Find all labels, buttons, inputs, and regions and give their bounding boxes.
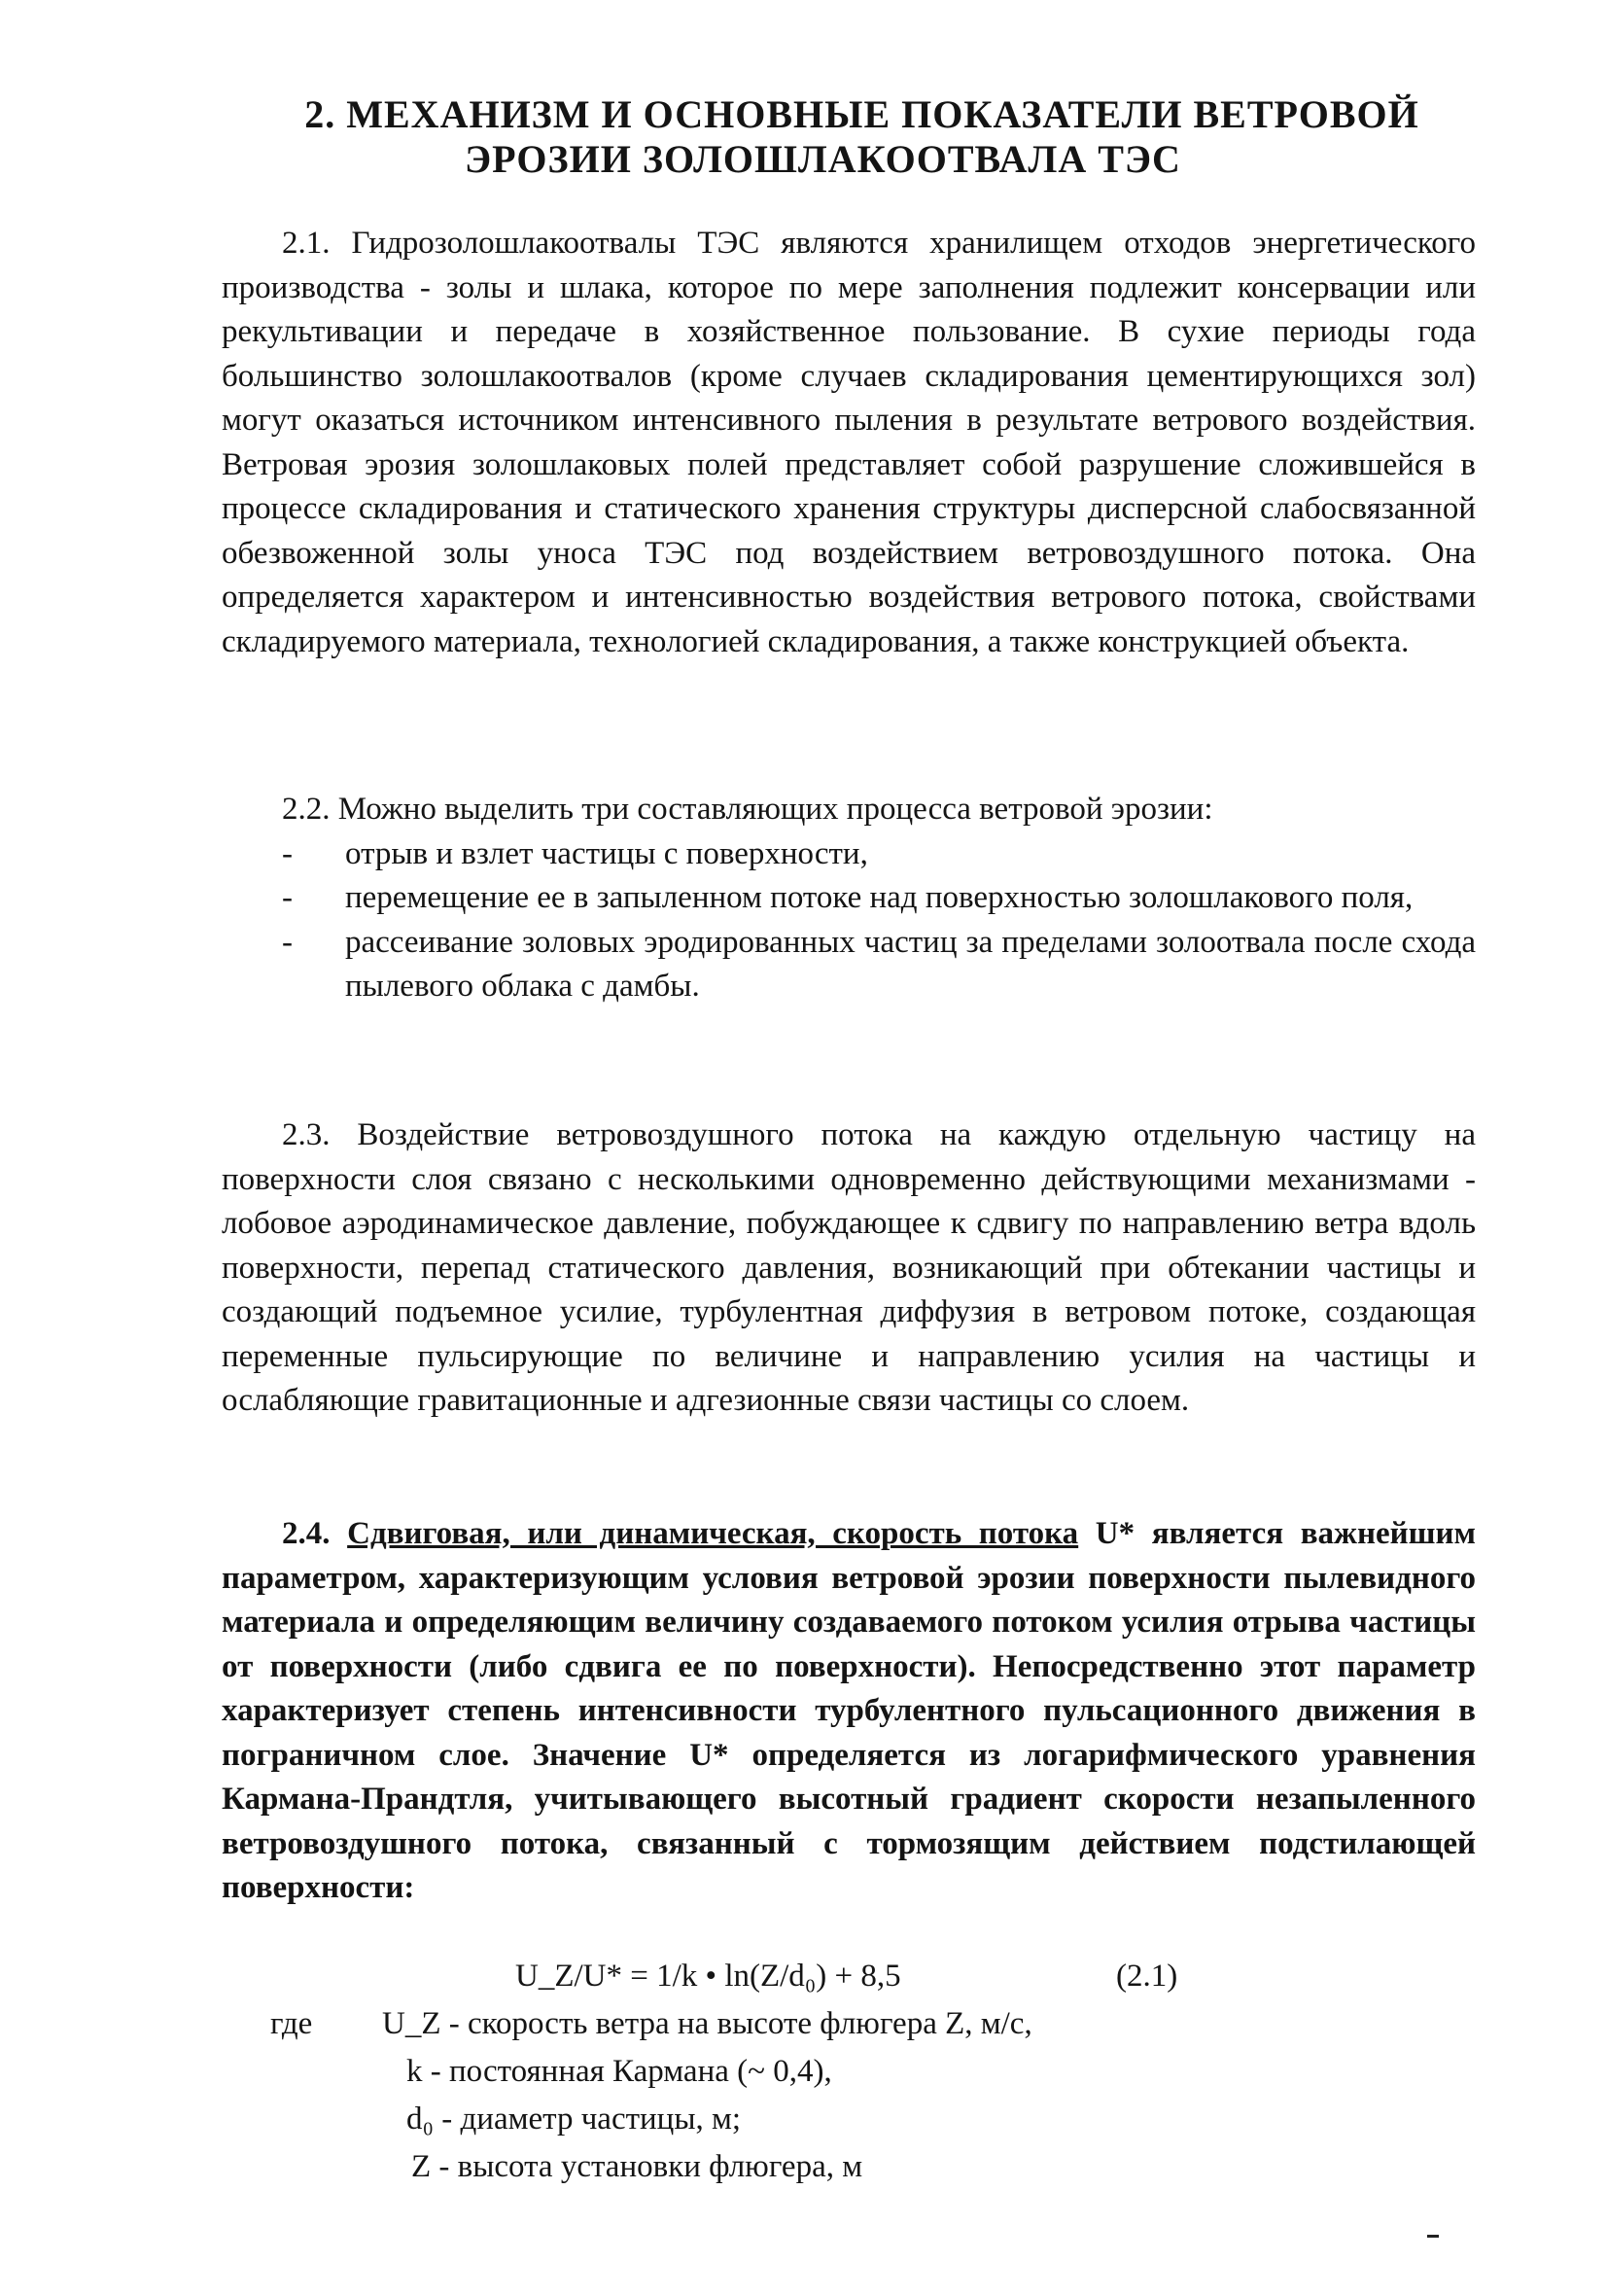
paragraph-2-4-text: U* является важнейшим параметром, характеризующим условия ветровой эрозии поверхности пылевидного материала и определяющим величину создаваемого потоком усилия отрыва частицы от поверхности (либо сдвига ее по поверхности). Непосредственно этот параметр характеризует степень интенсивности турбулентного пульсационного движения в пограничном слое. Значение U* определяется из логарифмического уравнения Кармана-Прандтля, учитывающего высотный градиент скорости незапыленного ветровоздушного потока, связанный с тормозящим действием подстилающей поверхности: [222,1516,1477,1905]
list-item-text: перемещение ее в запыленном потоке над поверхностью золошлакового поля, [345,880,1414,915]
list-item-text: рассеивание золовых эродированных частиц за пределами золоотвала после схода пылевого облака с дамбы. [345,924,1476,1004]
equation-2-1 [515,1955,1196,1998]
definition-item: k - постоянная Кармана (~ 0,4), [406,2054,832,2089]
where-label: где [270,2006,313,2041]
section-title-line2: ЭРОЗИИ ЗОЛОШЛАКООТВАЛА ТЭС [465,137,1181,181]
paragraph-2-1-text: 2.1. Гидрозолошлакоотвалы ТЭС являются хранилищем отходов энергетического производства - золы и шлака, которое по мере заполнения подлежит консервации или рекультивации и передаче в хозяйственное пользование. В сухие периоды года большинство золошлакоотвалов (кроме случаев складирования цементирующихся зол) могут оказаться источником интенсивного пыления в результате ветрового воздействия. Ветровая эрозия золошлаковых полей представляет собой разрушение сложившейся в процессе складирования и статического хранения структуры дисперсной слабосвязанной обезвоженной золы уноса ТЭС под воздействием ветровоздушного потока. Она определяется характером и интенсивностью воздействия ветрового потока, свойствами складируемого материала, технологией складирования, а также конструкцией объекта. [222,226,1476,659]
list-bullet: - [282,835,293,871]
paragraph-2-4-term: Сдвиговая, или динамическая, скорость потока [347,1516,1079,1551]
list-item [222,921,1476,1009]
section-title-line1: 2. МЕХАНИЗМ И ОСНОВНЫЕ ПОКАЗАТЕЛИ ВЕТРОВОЙ [304,92,1419,136]
paragraph-2-2 [222,788,1476,1009]
definition-item: Z - высота установки флюгера, м [411,2149,863,2184]
list-item-text: отрыв и взлет частицы с поверхности, [345,835,868,871]
list-bullet: - [282,880,293,915]
paragraph-2-4-number: 2.4. [282,1516,331,1551]
paragraph-2-2-intro: 2.2. Можно выделить три составляющих процесса ветровой эрозии: [282,792,1213,827]
equation-expression: U_Z/U* = 1/k • ln(Z/d₀) + 8,5 [515,1959,901,1994]
list-item [222,832,1476,877]
definition-item: d₀ - диаметр частицы, м; [406,2102,742,2137]
paragraph-2-4 [222,1512,1476,1911]
equation-number: (2.1) [1116,1959,1178,1994]
list-bullet: - [282,924,293,960]
page-mark [1427,2235,1439,2238]
paragraph-2-3-text: 2.3. Воздействие ветровоздушного потока на каждую отдельную частицу на поверхности слоя связано с несколькими одновременно действующими механизмами - лобовое аэродинамическое давление, побуждающее к сдвигу по направлению ветра вдоль поверхности, перепад статического давления, возникающий при обтекании частицы и создающий подъемное усилие, турбулентная диффузия в ветровом потоке, создающая переменные пульсирующие по величине и направлению усилия на частицы и ослабляющие гравитационные и адгезионные связи частицы со слоем. [222,1117,1476,1418]
definition-item: U_Z - скорость ветра на высоте флюгера Z, м/с, [382,2006,1032,2041]
list-item [222,876,1476,921]
paragraph-2-1 [222,222,1476,664]
paragraph-2-3 [222,1113,1476,1424]
